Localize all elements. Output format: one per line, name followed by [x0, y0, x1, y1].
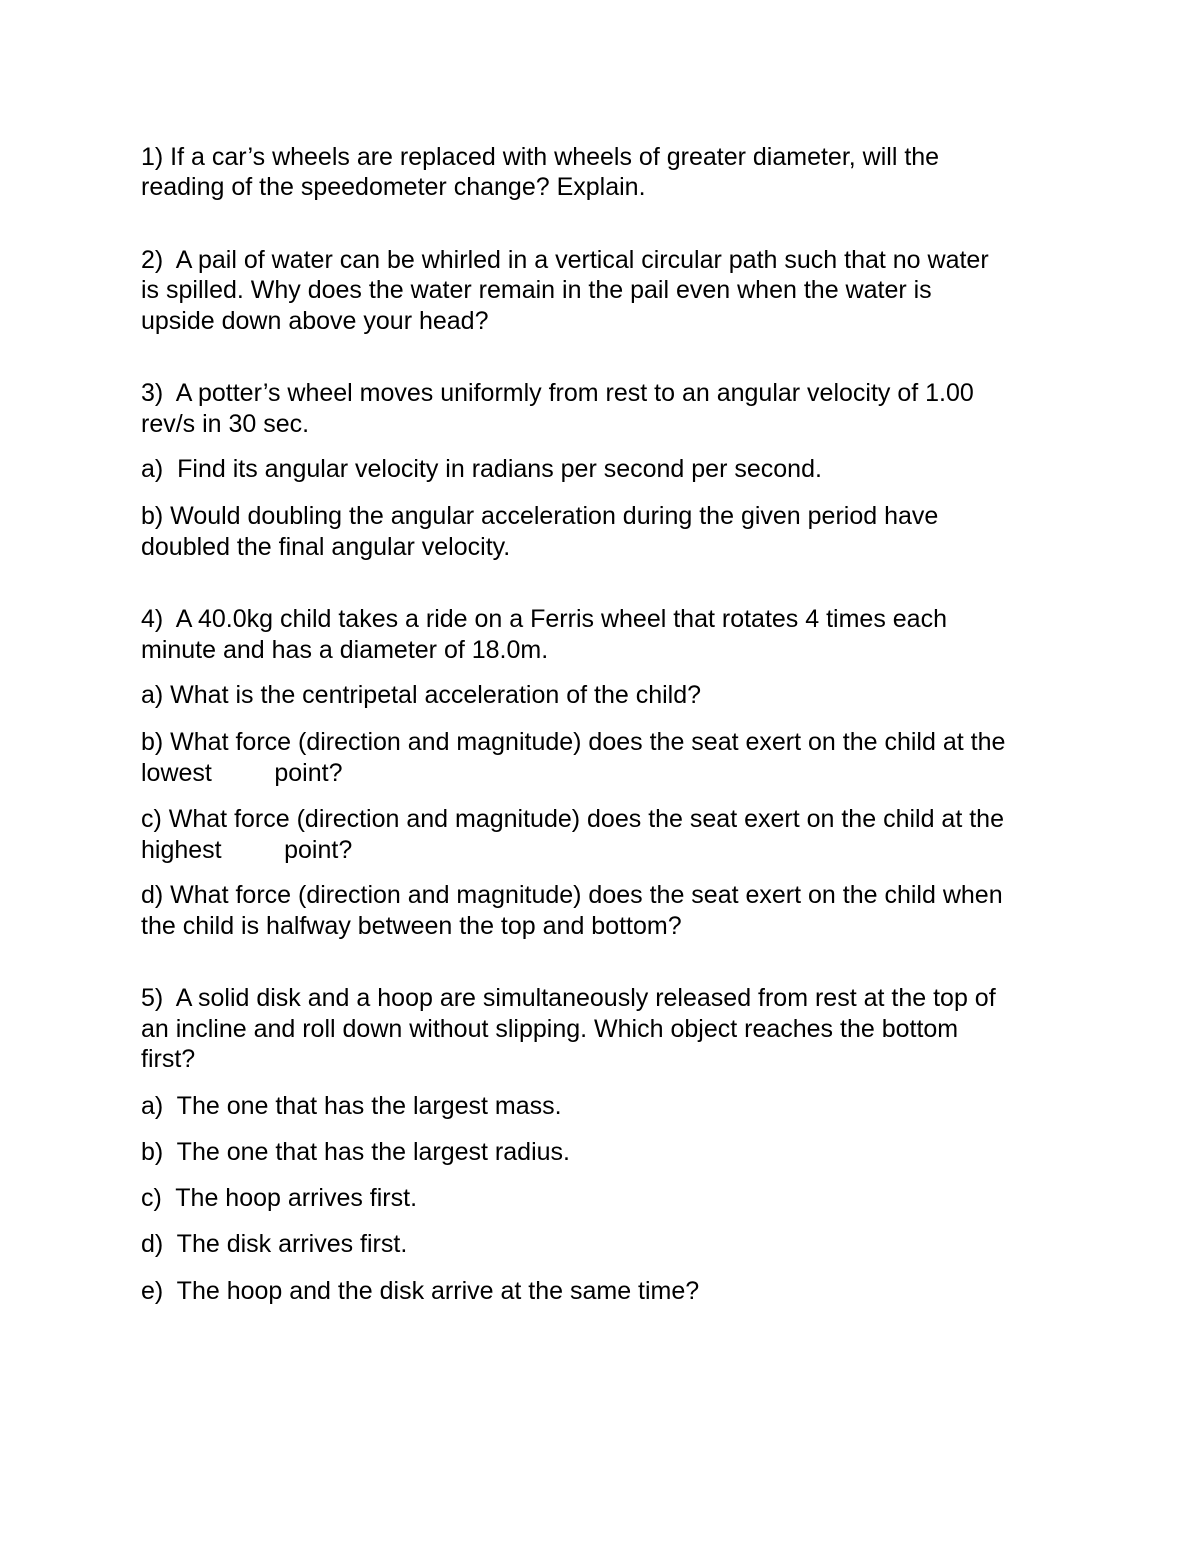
question-2-line-1: 2) A pail of water can be whirled in a vertical circular path such that no water — [141, 246, 989, 274]
question-5-line-2: an incline and roll down without slipping. Which object reaches the bottom — [141, 1015, 959, 1043]
question-4-part-c-line-1: c) What force (direction and magnitude) does the seat exert on the child at the — [141, 805, 1004, 833]
question-5-line-1: 5) A solid disk and a hoop are simultaneously released from rest at the top of — [141, 984, 996, 1012]
question-4-line-2: minute and has a diameter of 18.0m. — [141, 636, 549, 664]
question-2-line-2: is spilled. Why does the water remain in the pail even when the water is — [141, 276, 932, 304]
question-5-line-3: first? — [141, 1045, 196, 1073]
question-5-option-e: e) The hoop and the disk arrive at the same time? — [141, 1277, 700, 1305]
question-4-part-d-line-2: the child is halfway between the top and bottom? — [141, 912, 682, 940]
question-3-part-a: a) Find its angular velocity in radians per second per second. — [141, 455, 822, 483]
question-5-option-d: d) The disk arrives first. — [141, 1230, 408, 1258]
question-3-line-1: 3) A potter’s wheel moves uniformly from rest to an angular velocity of 1.00 — [141, 379, 974, 407]
question-5-option-c: c) The hoop arrives first. — [141, 1184, 418, 1212]
question-3-part-b-line-1: b) Would doubling the angular acceleration during the given period have — [141, 502, 939, 530]
question-4-part-b-line-1: b) What force (direction and magnitude) does the seat exert on the child at the — [141, 728, 1006, 756]
question-5-option-b: b) The one that has the largest radius. — [141, 1138, 570, 1166]
question-3-part-b-line-2: doubled the final angular velocity. — [141, 533, 511, 561]
question-2-line-3: upside down above your head? — [141, 307, 489, 335]
question-4-part-a: a) What is the centripetal acceleration of the child? — [141, 681, 702, 709]
question-4-part-b-line-2: lowest point? — [141, 759, 343, 787]
question-3-line-2: rev/s in 30 sec. — [141, 410, 310, 438]
question-1-line-1: 1) If a car’s wheels are replaced with wheels of greater diameter, will the — [141, 143, 940, 171]
question-4-line-1: 4) A 40.0kg child takes a ride on a Ferris wheel that rotates 4 times each — [141, 605, 947, 633]
question-4-part-c-line-2: highest point? — [141, 836, 353, 864]
question-5-option-a: a) The one that has the largest mass. — [141, 1092, 562, 1120]
question-1-line-2: reading of the speedometer change? Explain. — [141, 173, 646, 201]
question-4-part-d-line-1: d) What force (direction and magnitude) does the seat exert on the child when — [141, 881, 1003, 909]
